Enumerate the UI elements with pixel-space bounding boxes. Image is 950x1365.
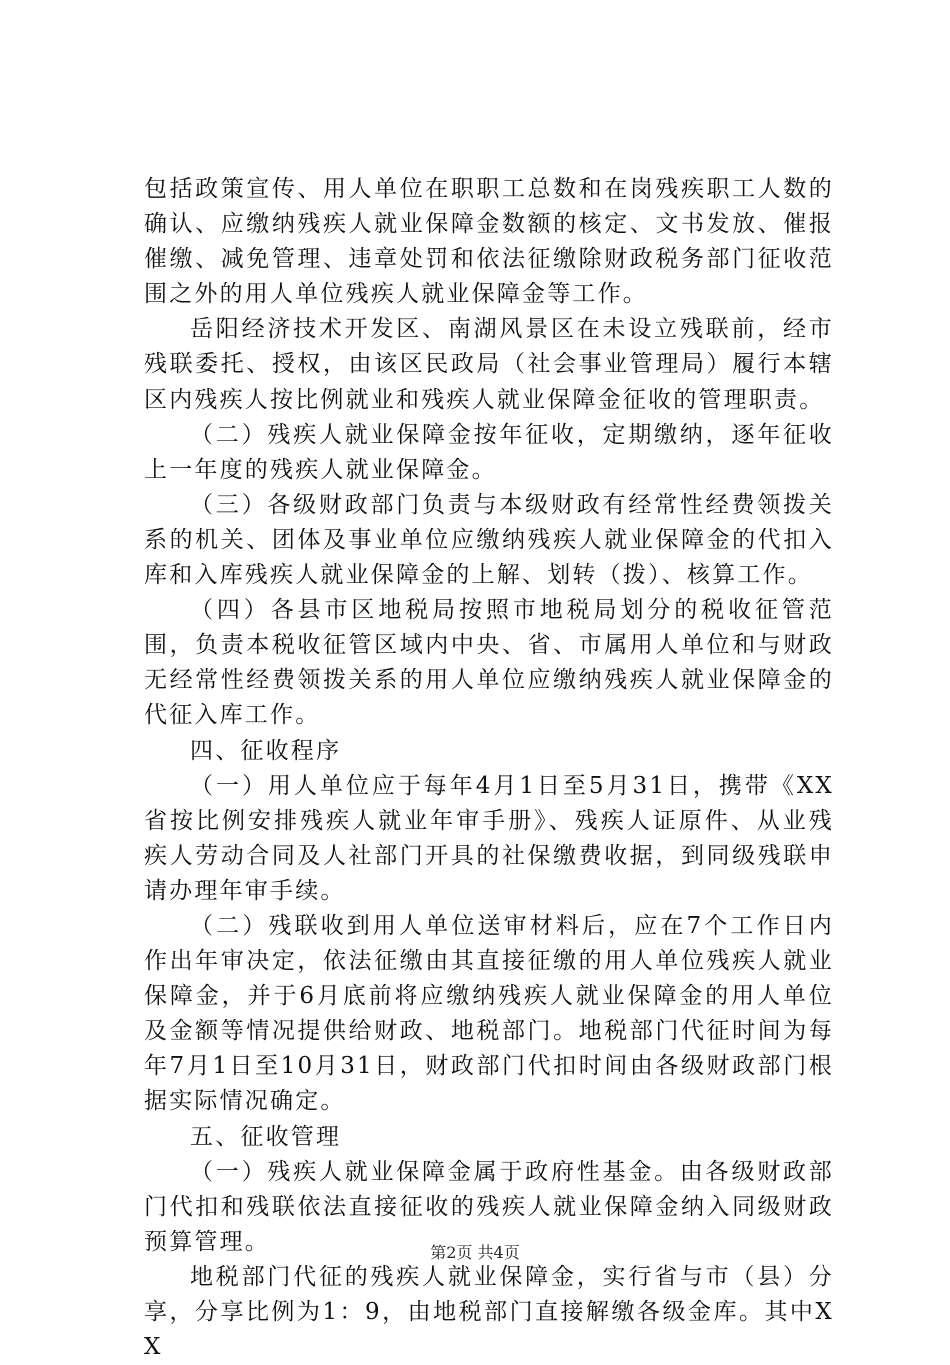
paragraph-management-tax: 地税部门代征的残疾人就业保障金，实行省与市（县）分享，分享比例为1：9，由地税部门直接解缴各级金库。其中XX <box>144 1263 834 1361</box>
paragraph-yueyang: 岳阳经济技术开发区、南湖风景区在未设立残联前，经市残联委托、授权，由该区民政局（社会事业管理局）履行本辖区内残疾人按比例就业和残疾人就业保障金征收的管理职责。 <box>144 316 834 413</box>
body-text <box>144 172 834 1365</box>
page-number: 第2页 共4页 <box>430 1243 520 1262</box>
paragraph-item-2: （二）残疾人就业保障金按年征收，定期缴纳，逐年征收上一年度的残疾人就业保障金。 <box>144 421 834 483</box>
paragraph-procedure-2: （二）残联收到用人单位送审材料后，应在7个工作日内作出年审决定，依法征缴由其直接征缴的用人单位残疾人就业保障金，并于6月底前将应缴纳残疾人就业保障金的用人单位及金额等情况提供给财政、地税部门。地税部门代征时间为每年7月1日至10月31日，财政部门代扣时间由各级财政部门根据实际情况确定。 <box>144 912 834 1115</box>
paragraph-procedure-1: （一）用人单位应于每年4月1日至5月31日，携带《XX省按比例安排残疾人就业年审手册》、残疾人证原件、从业残疾人劳动合同及人社部门开具的社保缴费收据，到同级残联申请办理年审手续。 <box>144 772 834 904</box>
paragraph-continuation: 包括政策宣传、用人单位在职职工总数和在岗残疾职工人数的确认、应缴纳残疾人就业保障金数额的核定、文书发放、催报催缴、减免管理、违章处罚和依法征缴除财政税务部门征收范围之外的用人单位残疾人就业保障金等工作。 <box>144 176 834 308</box>
section-heading-5: 五、征收管理 <box>190 1123 342 1150</box>
paragraph-management-1: （一）残疾人就业保障金属于政府性基金。由各级财政部门代扣和残联依法直接征收的残疾人就业保障金纳入同级财政预算管理。 <box>144 1158 834 1255</box>
section-heading-4: 四、征收程序 <box>190 737 342 764</box>
paragraph-item-3: （三）各级财政部门负责与本级财政有经常性经费领拨关系的机关、团体及事业单位应缴纳残疾人就业保障金的代扣入库和入库残疾人就业保障金的上解、划转（拨）、核算工作。 <box>144 491 834 589</box>
paragraph-item-4: （四）各县市区地税局按照市地税局划分的税收征管范围，负责本税收征管区域内中央、省、市属用人单位和与财政无经常性经费领拨关系的用人单位应缴纳残疾人就业保障金的代征入库工作。 <box>144 597 834 729</box>
